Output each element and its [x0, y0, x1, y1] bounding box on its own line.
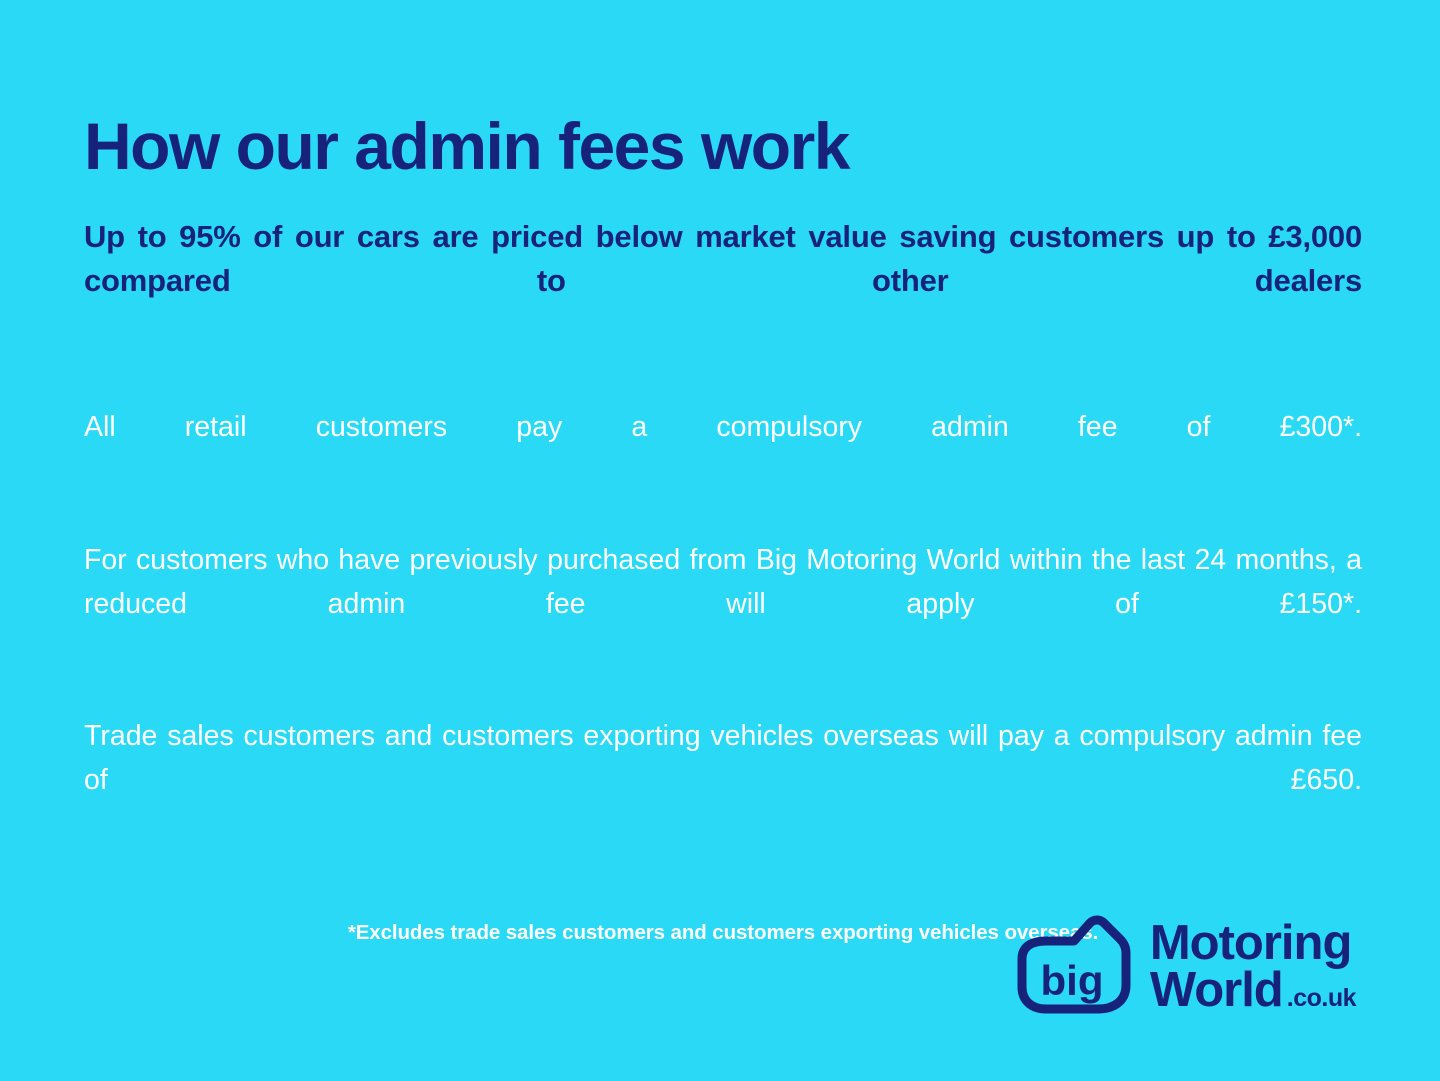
- brand-line-2: World: [1149, 963, 1283, 1017]
- paragraph-retail-fee: All retail customers pay a compulsory admin fee of £300*.: [84, 411, 1362, 444]
- subheadline: Up to 95% of our cars are priced below market value saving customers up to £3,000 compared to other dealers: [84, 219, 1362, 299]
- big-car-icon: [1012, 915, 1140, 1019]
- brand-tld: .co.uk: [1286, 984, 1356, 1012]
- footnote-exclusions: *Excludes trade sales customers and customers exporting vehicles overseas.: [347, 920, 1099, 944]
- brand-logo: [1012, 915, 1356, 1019]
- page-title: How our admin fees work: [84, 109, 849, 183]
- paragraph-trade-export-fee: Trade sales customers and customers exporting vehicles overseas will pay a compulsory admin fee of £650.: [84, 720, 1362, 797]
- brand-line-1: Motoring: [1149, 915, 1352, 970]
- paragraph-returning-customer-fee: For customers who have previously purchased from Big Motoring World within the last 24 months, a reduced admin fee will apply of £150*.: [84, 543, 1362, 620]
- svg-text:big: big: [1040, 957, 1104, 1004]
- brand-wordmark: [1149, 915, 1356, 1017]
